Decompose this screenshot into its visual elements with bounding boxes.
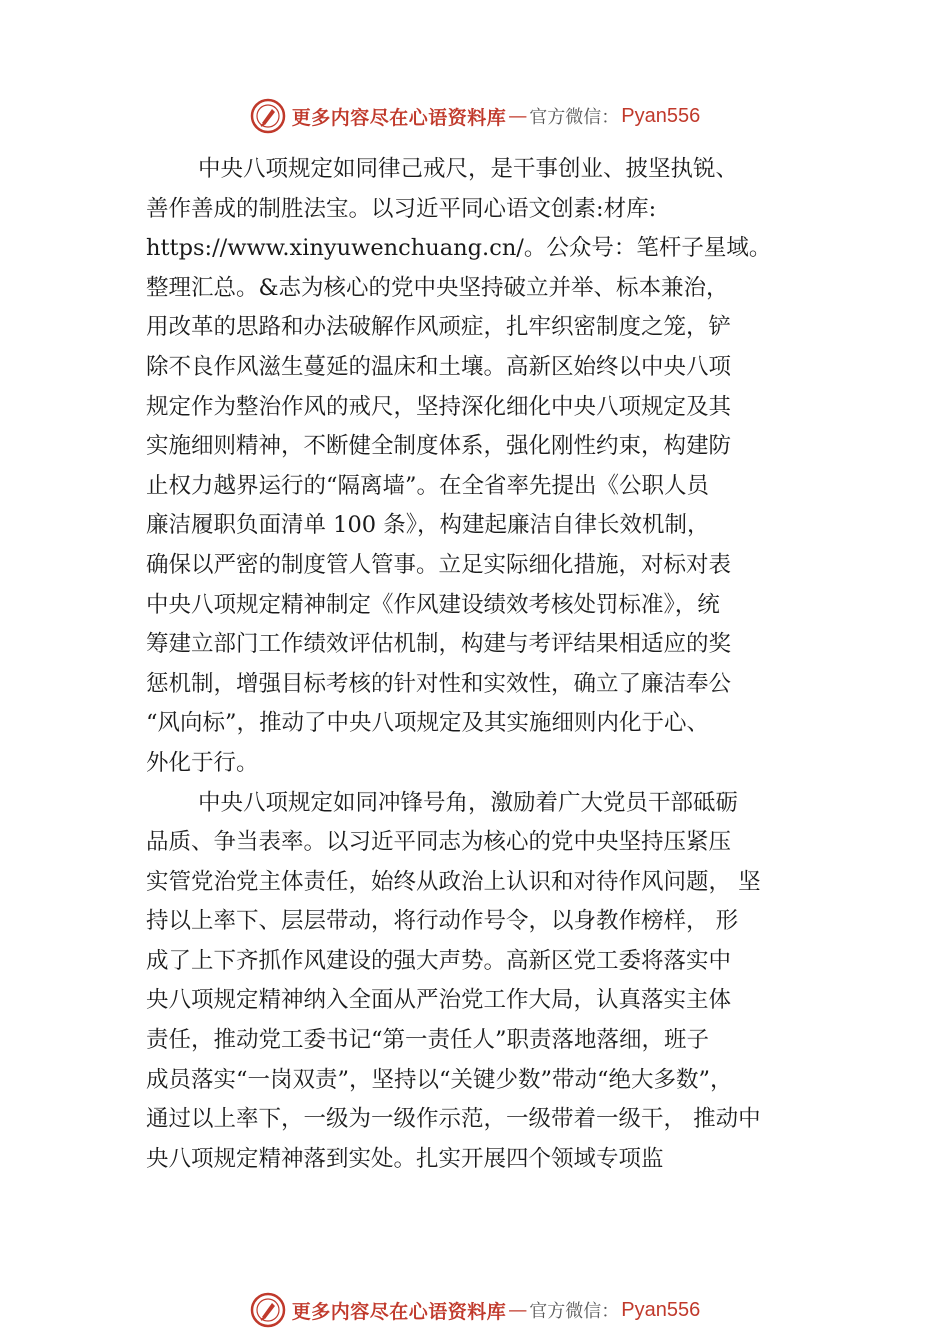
quill-seal-icon [250, 98, 286, 134]
banner-wechat-handle: Pyan556 [621, 104, 701, 127]
text-line: 用改革的思路和办法破解作风顽症，扎牢织密制度之笼，铲 [146, 314, 732, 341]
text-line: 规定作为整治作风的戒尺，坚持深化细化中央八项规定及其 [146, 393, 732, 420]
text-line: 成了上下齐抓作风建设的强大声势。高新区党工委将落实中 [146, 947, 732, 974]
text-line: 持以上率下、层层带动，将行动作号令，以身教作榜样， 形 [146, 908, 739, 935]
text-line: 成员落实“一岗双责”，坚持以“关键少数”带动“绝大多数”， [146, 1066, 733, 1093]
text-line: 央八项规定精神落到实处。扎实开展四个领域专项监 [146, 1145, 664, 1172]
text-line: 实管党治党主体责任，始终从政治上认识和对待作风问题， 坚 [146, 868, 761, 895]
text-line: 除不良作风滋生蔓延的温床和土壤。高新区始终以中央八项 [146, 353, 732, 380]
text-line: 通过以上率下，一级为一级作示范，一级带着一级干， 推动中 [146, 1106, 761, 1133]
text-line: 品质、争当表率。以习近平同志为核心的党中央坚持压紧压 [146, 829, 732, 856]
text-line: 筹建立部门工作绩效评估机制，构建与考评结果相适应的奖 [146, 631, 732, 658]
banner-main-text: 更多内容尽在心语资料库 [291, 1300, 507, 1323]
banner-wechat-label: 官方微信： [529, 107, 620, 128]
text-line: 中央八项规定如同冲锋号角，激励着广大党员干部砥砺 [198, 789, 739, 816]
text-line: 整理汇总。&志为核心的党中央坚持破立并举、标本兼治， [146, 274, 729, 301]
banner-main-text: 更多内容尽在心语资料库 [291, 106, 507, 129]
text-line: 确保以严密的制度管人管事。立足实际细化措施，对标对表 [146, 551, 732, 578]
text-line: 惩机制，增强目标考核的针对性和实效性，确立了廉洁奉公 [146, 670, 732, 697]
text-line: 止权力越界运行的“隔离墙”。在全省率先提出《公职人员 [146, 472, 710, 499]
banner-wechat-label: 官方微信： [529, 1301, 620, 1322]
quill-seal-icon [250, 1292, 286, 1328]
text-line: 央八项规定精神纳入全面从严治党工作大局，认真落实主体 [146, 987, 732, 1014]
footer-watermark-banner [0, 1290, 950, 1330]
text-line: 廉洁履职负面清单 100 条》，构建起廉洁自律长效机制， [146, 512, 710, 539]
text-line: 责任，推动党工委书记“第一责任人”职责落地落细，班子 [146, 1027, 710, 1054]
text-line: 中央八项规定如同律己戒尺，是干事创业、披坚执锐、 [198, 156, 739, 182]
banner-wechat-handle: Pyan556 [621, 1298, 701, 1321]
text-line: 善作善成的制胜法宝。以习近平同心语文创素:材库: [146, 195, 657, 222]
text-line: “风向标”，推动了中央八项规定及其实施细则内化于心、 [146, 710, 710, 737]
header-watermark-banner [0, 96, 950, 136]
url-text-line: https://www.xinyuwenchuang.cn/。公众号：笔杆子星域。 [146, 235, 772, 262]
text-line: 中央八项规定精神制定《作风建设绩效考核处罚标准》，统 [146, 591, 720, 618]
banner-dash: — [508, 105, 528, 127]
text-line: 外化于行。 [146, 749, 259, 776]
document-body [146, 150, 816, 1179]
text-line: 实施细则精神，不断健全制度体系，强化刚性约束，构建防 [146, 433, 732, 460]
banner-dash: — [508, 1299, 528, 1321]
